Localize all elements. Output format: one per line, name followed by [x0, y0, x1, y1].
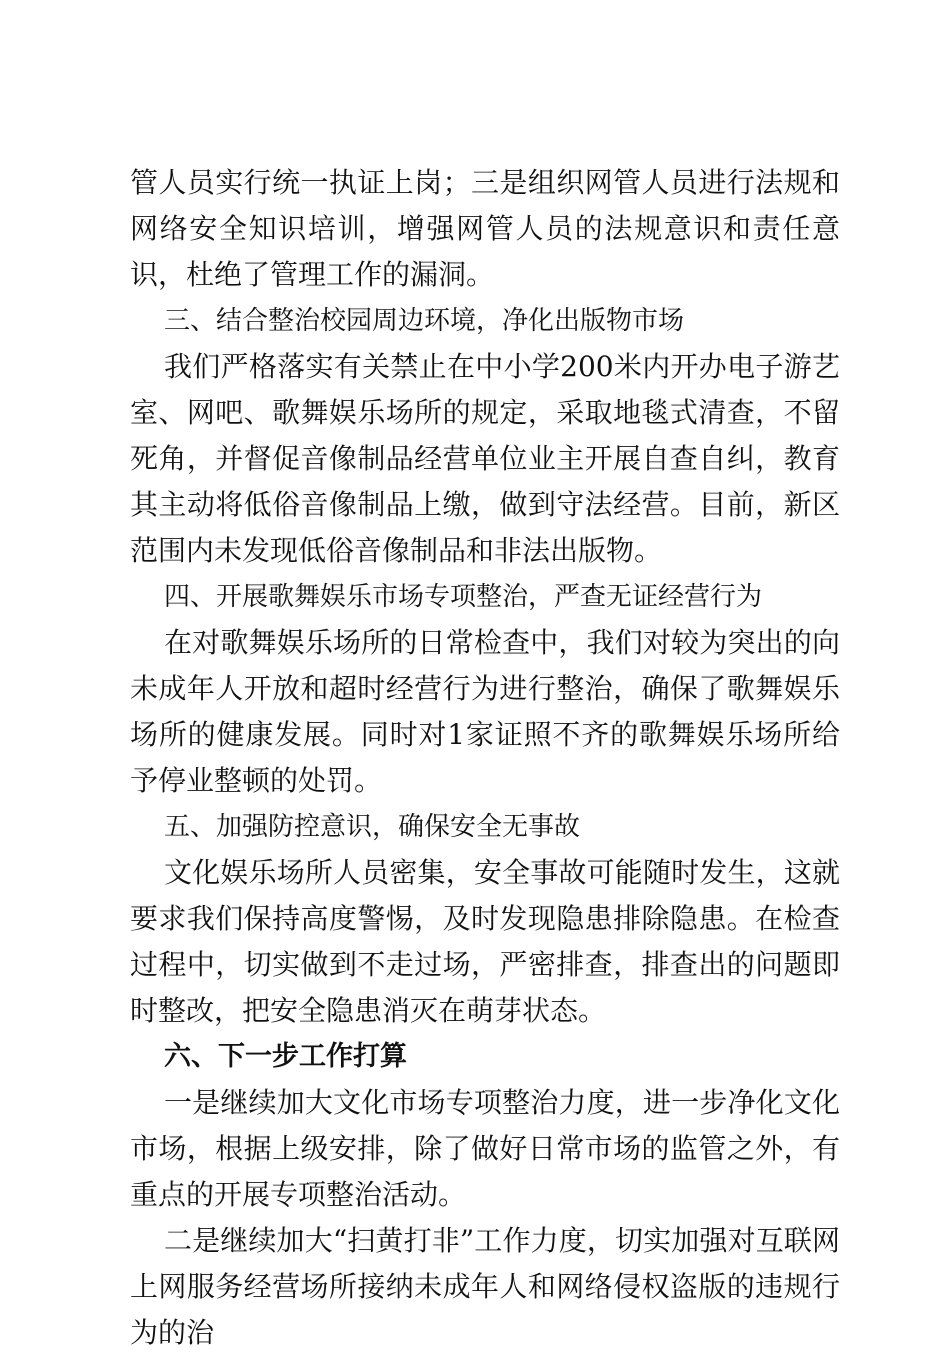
- paragraph-plan-1: 一是继续加大文化市场专项整治力度，进一步净化文化市场，根据上级安排，除了做好日常市场的监管之外，有重点的开展专项整治活动。: [130, 1086, 840, 1211]
- section-heading-3: 三、结合整治校园周边环境，净化出版物市场: [164, 306, 685, 336]
- paragraph-section-3: 我们严格落实有关禁止在中小学200米内开办电子游艺室、网吧、歌舞娱乐场所的规定，采取地毯式清查，不留死角，并督促音像制品经营单位业主开展自查自纠，教育其主动将低俗音像制品上缴，做到守法经营。目前，新区范围内未发现低俗音像制品和非法出版物。: [130, 350, 840, 567]
- paragraph-continued: 管人员实行统一执证上岗；三是组织网管人员进行法规和网络安全知识培训，增强网管人员的法规意识和责任意识，杜绝了管理工作的漏洞。: [130, 166, 840, 291]
- paragraph-section-4: 在对歌舞娱乐场所的日常检查中，我们对较为突出的向未成年人开放和超时经营行为进行整治，确保了歌舞娱乐场所的健康发展。同时对1家证照不齐的歌舞娱乐场所给予停业整顿的处罚。: [130, 626, 840, 797]
- section-heading-4: 四、开展歌舞娱乐市场专项整治，严查无证经营行为: [164, 582, 763, 612]
- paragraph-plan-2: 二是继续加大“扫黄打非”工作力度，切实加强对互联网上网服务经营场所接纳未成年人和网络侵权盗版的违规行为的治: [130, 1224, 840, 1349]
- document-body: [130, 160, 840, 1356]
- paragraph-section-5: 文化娱乐场所人员密集，安全事故可能随时发生，这就要求我们保持高度警惕，及时发现隐患排除隐患。在检查过程中，切实做到不走过场，严密排查，排查出的问题即时整改，把安全隐患消灭在萌芽状态。: [130, 856, 840, 1027]
- section-heading-5: 五、加强防控意识，确保安全无事故: [164, 812, 581, 842]
- section-heading-6: 六、下一步工作打算: [164, 1041, 407, 1072]
